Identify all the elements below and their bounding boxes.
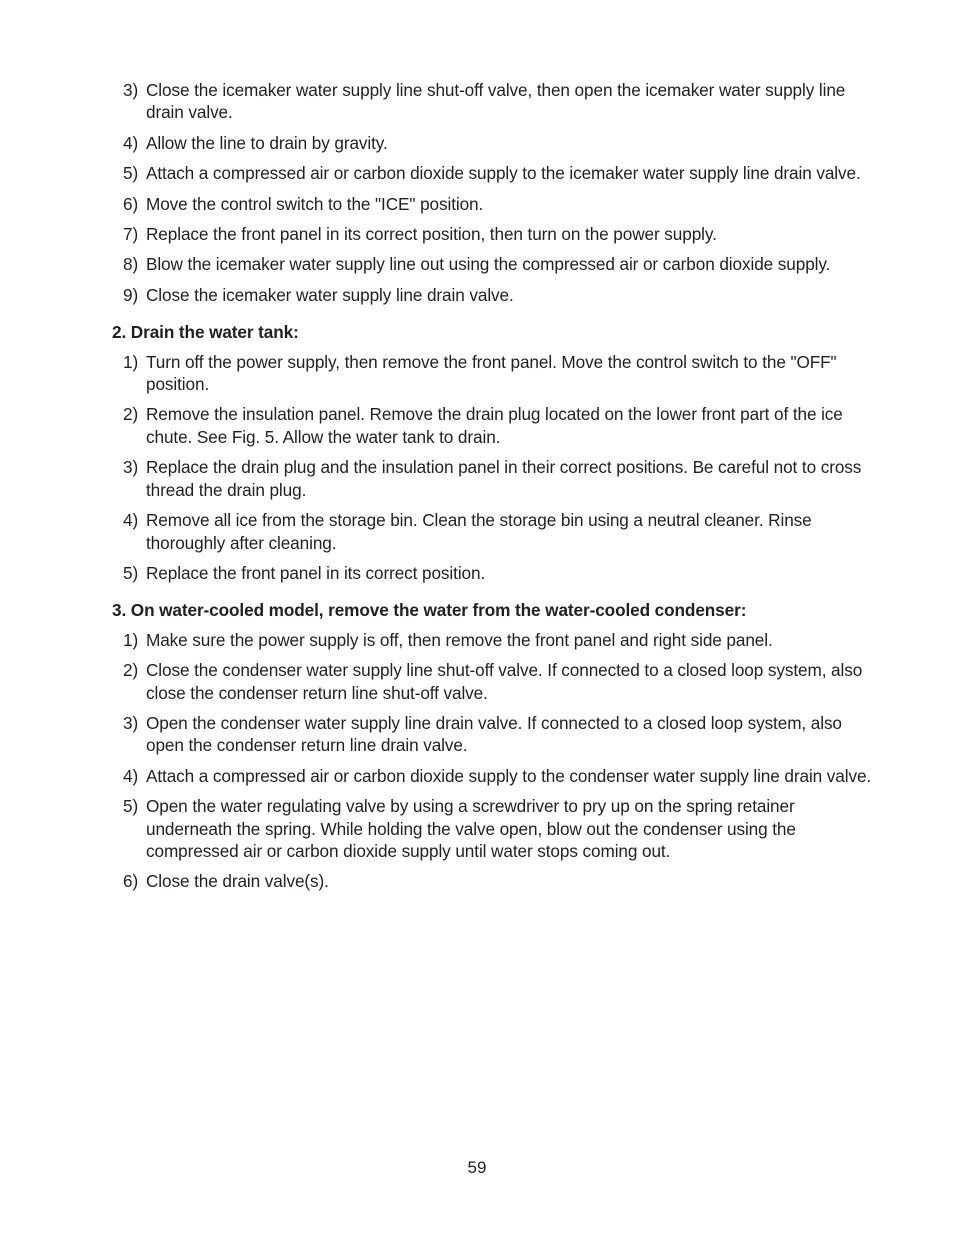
list-item: 3) Replace the drain plug and the insulation panel in their correct positions. Be careful not to cross thread the drain plug.	[123, 457, 862, 500]
section2-step-list	[112, 351, 872, 585]
list-item: 6) Move the control switch to the "ICE" position.	[123, 193, 484, 214]
list-item: 3) Open the condenser water supply line drain valve. If connected to a closed loop system, also open the condenser return line drain valve.	[123, 712, 842, 756]
list-item: 2) Close the condenser water supply line shut-off valve. If connected to a closed loop system, also close the condenser return line shut-off valve.	[123, 660, 863, 703]
list-item: 8) Blow the icemaker water supply line out using the compressed air or carbon dioxide supply.	[123, 254, 831, 275]
list-item: 4) Remove all ice from the storage bin. Clean the storage bin using a neutral cleaner. Rinse thoroughly after cleaning.	[123, 510, 812, 553]
list-item: 1) Turn off the power supply, then remove the front panel. Move the control switch to the "OFF" position.	[123, 351, 837, 395]
list-item: 5) Attach a compressed air or carbon dioxide supply to the icemaker water supply line drain valve.	[123, 163, 861, 184]
list-item: 4) Allow the line to drain by gravity.	[123, 132, 388, 153]
section-heading-drain-water-tank: 2. Drain the water tank:	[112, 322, 299, 343]
list-item: 4) Attach a compressed air or carbon dioxide supply to the condenser water supply line drain valve.	[123, 765, 872, 786]
list-item: 1) Make sure the power supply is off, then remove the front panel and right side panel.	[123, 629, 773, 650]
section-heading-water-cooled-condenser: 3. On water-cooled model, remove the water from the water-cooled condenser:	[112, 600, 747, 621]
part1-step-list	[112, 79, 872, 306]
list-item: 7) Replace the front panel in its correct position, then turn on the power supply.	[123, 224, 717, 245]
page-number: 59	[467, 1158, 487, 1177]
list-item: 5) Replace the front panel in its correct position.	[123, 562, 486, 583]
section3-step-list	[112, 629, 872, 893]
list-item: 2) Remove the insulation panel. Remove the drain plug located on the lower front part of the ice chute. See Fig. 5. Allow the water tank to drain.	[123, 404, 843, 447]
page-content	[112, 79, 872, 901]
list-item: 9) Close the icemaker water supply line drain valve.	[123, 284, 514, 305]
list-item: 3) Close the icemaker water supply line shut-off valve, then open the icemaker water supply line drain valve.	[123, 80, 846, 123]
list-item: 6) Close the drain valve(s).	[123, 871, 329, 892]
list-item: 5) Open the water regulating valve by using a screwdriver to pry up on the spring retainer underneath the spring. While holding the valve open, blow out the condenser using the compressed air or carbon dioxide supply until water stops coming out.	[123, 796, 796, 861]
